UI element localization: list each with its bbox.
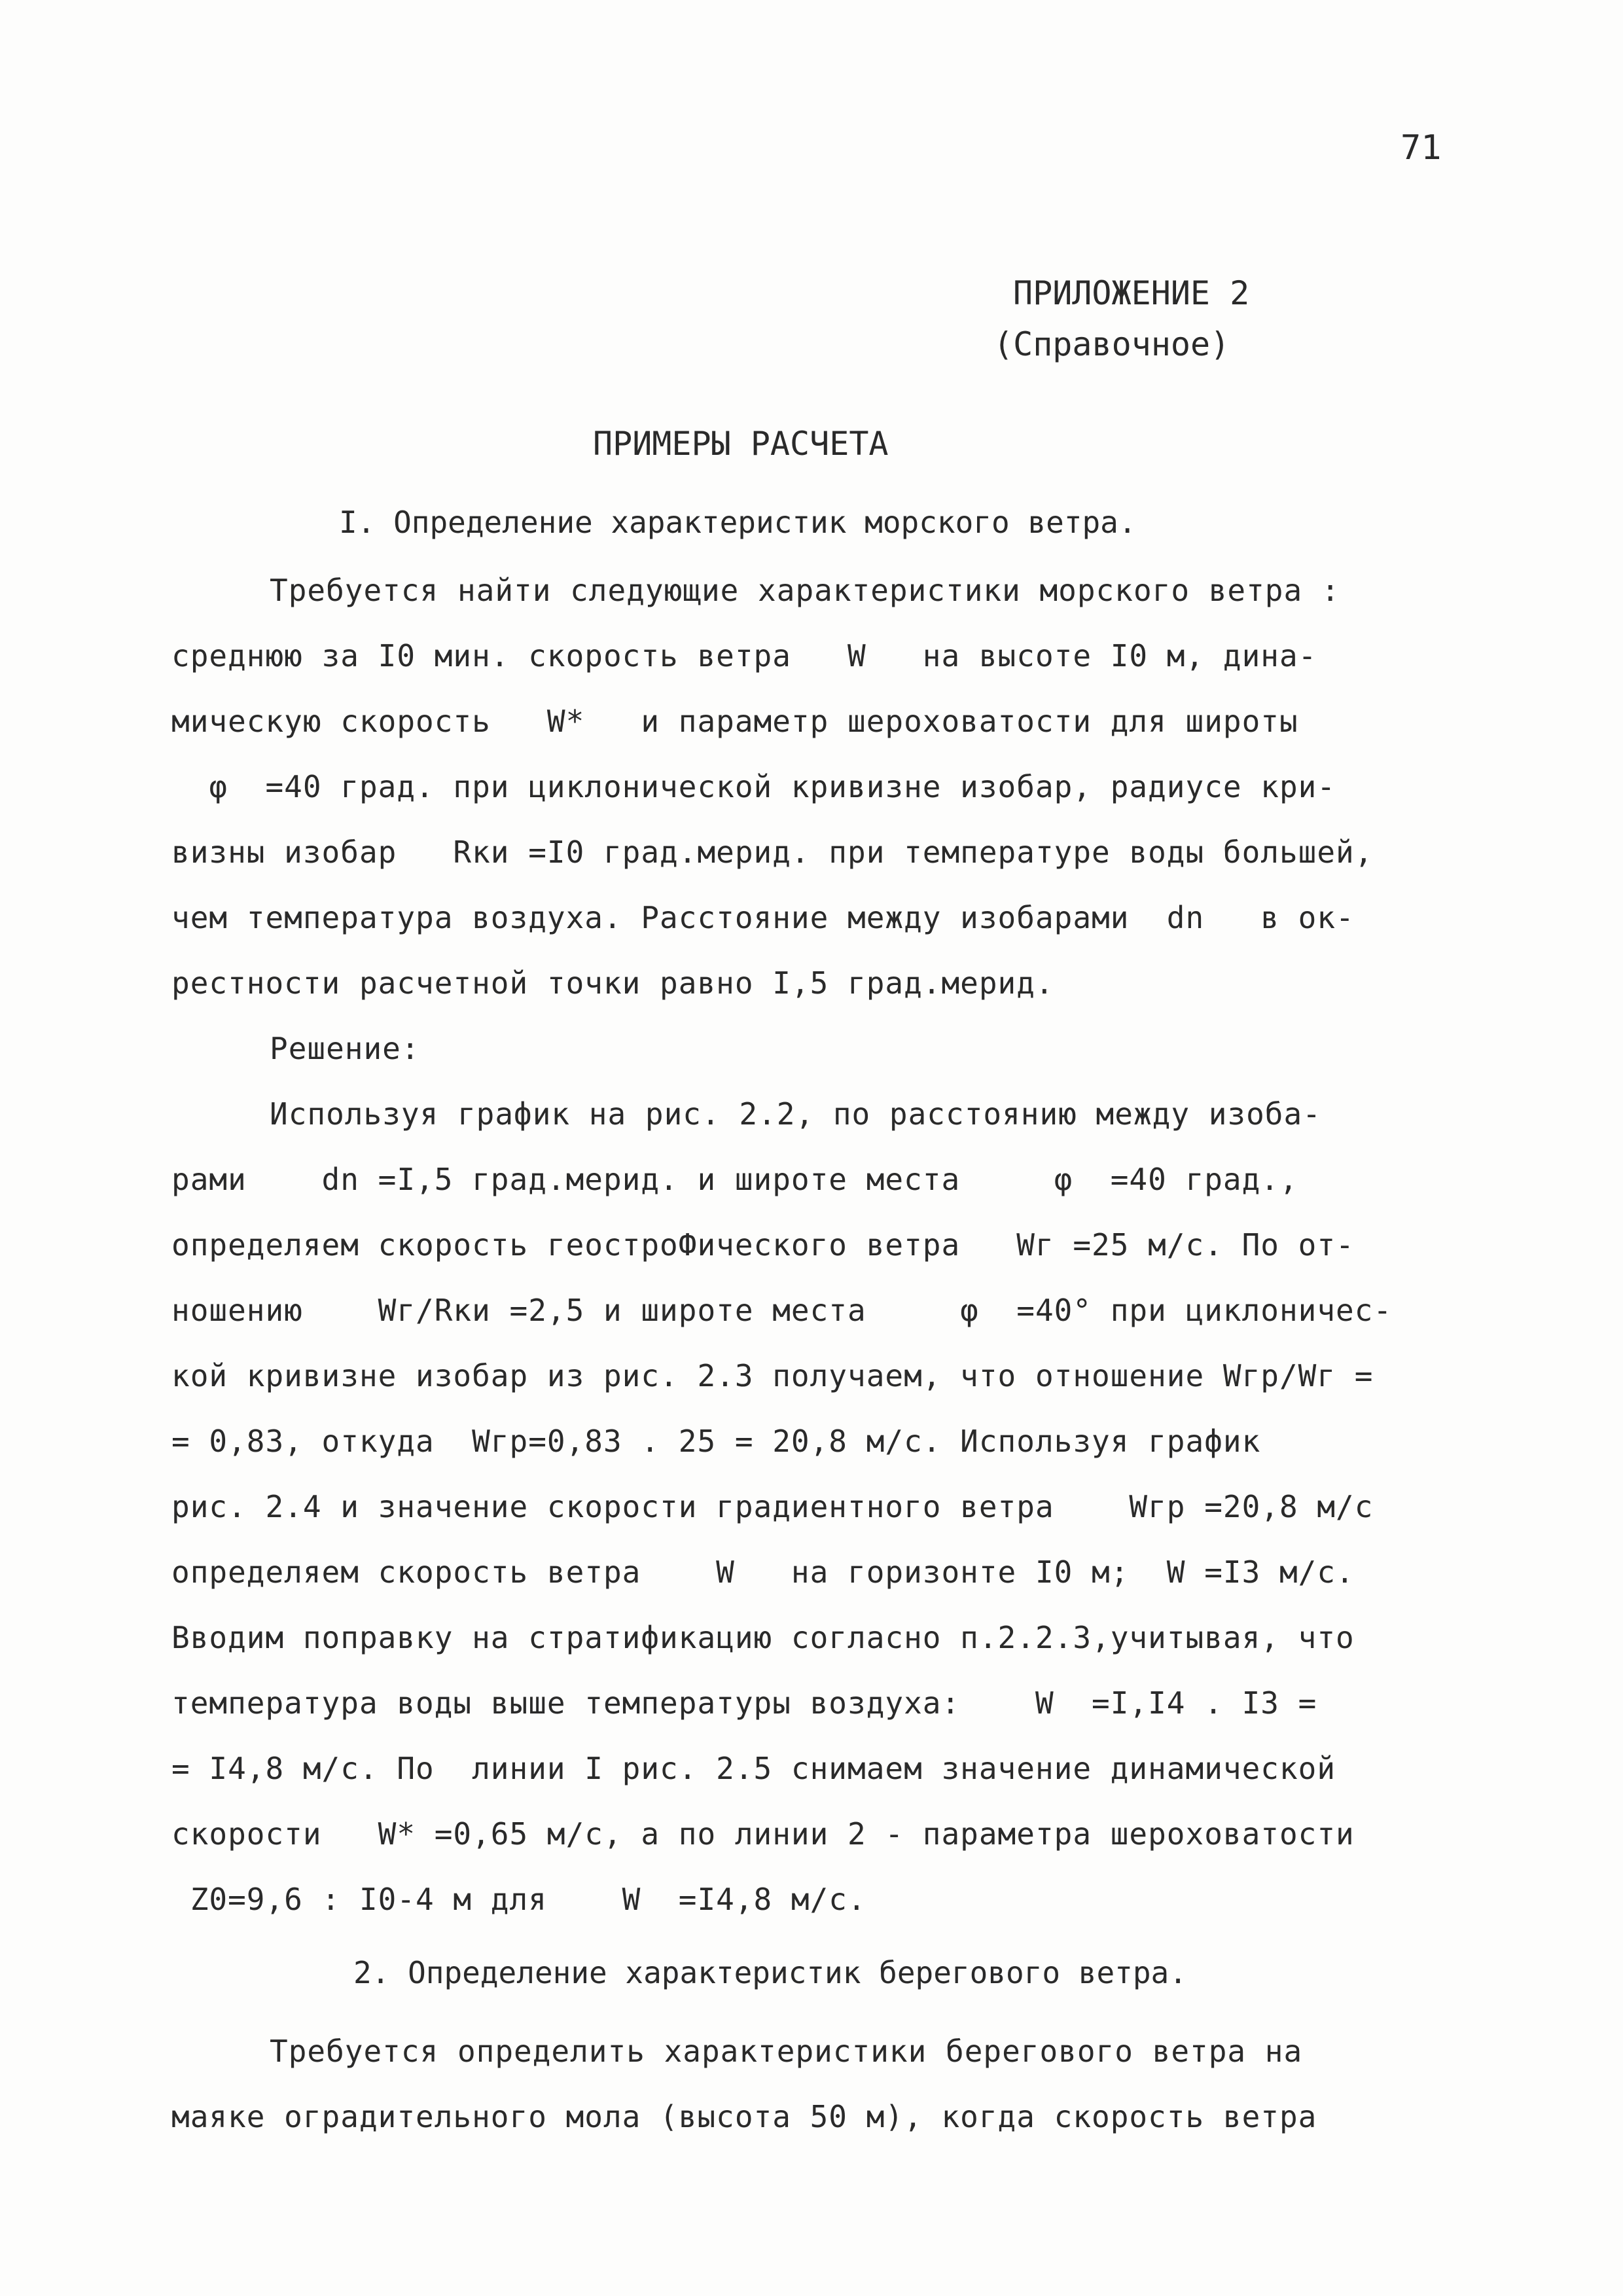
section-title: ПРИМЕРЫ РАСЧЕТА	[593, 425, 889, 463]
solution-line: Вводим поправку на стратификацию согласно п.2.2.3,учитывая, что	[171, 1620, 1355, 1655]
part2-task-line: маяке оградительного мола (высота 50 м), когда скорость ветра	[171, 2099, 1317, 2134]
appendix-subtitle: (Справочное)	[993, 325, 1230, 363]
part1-task-line: визны изобар Rки =I0 град.мерид. при температуре воды большей,	[171, 834, 1374, 870]
solution-line: кой кривизне изобар из рис. 2.3 получаем, что отношение Wгр/Wг =	[171, 1358, 1374, 1393]
solution-label: Решение:	[270, 1031, 420, 1066]
part2-task-line: Требуется определить характеристики берегового ветра на	[270, 2034, 1303, 2069]
page-number: 71	[1400, 128, 1442, 168]
part1-task-line: чем температура воздуха. Расстояние между изобарами dn в ок-	[171, 900, 1355, 935]
solution-line: = I4,8 м/с. По линии I рис. 2.5 снимаем значение динамической	[171, 1751, 1336, 1786]
part1-task-line: среднюю за I0 мин. скорость ветра W на высоте I0 м, дина-	[171, 638, 1317, 673]
solution-line: Z0=9,6 : I0-4 м для W =I4,8 м/с.	[171, 1882, 866, 1917]
solution-line: скорости W* =0,65 м/с, а по линии 2 - параметра шероховатости	[171, 1816, 1355, 1852]
appendix-title: ПРИЛОЖЕНИЕ 2	[1013, 274, 1250, 312]
part1-heading: I. Определение характеристик морского ветра.	[339, 505, 1137, 540]
part2-heading: 2. Определение характеристик берегового ветра.	[353, 1955, 1187, 1990]
solution-line: определяем скорость геостроФического ветра Wг =25 м/с. По от-	[171, 1227, 1355, 1263]
solution-line: рис. 2.4 и значение скорости градиентного ветра Wгр =20,8 м/с	[171, 1489, 1374, 1524]
solution-line: температура воды выше температуры воздуха: W =I,I4 . I3 =	[171, 1685, 1317, 1721]
solution-line: = 0,83, откуда Wгр=0,83 . 25 = 20,8 м/с. Используя график	[171, 1424, 1261, 1459]
part1-task-line: Требуется найти следующие характеристики морского ветра :	[270, 573, 1340, 608]
part1-task-line: рестности расчетной точки равно I,5 град.мерид.	[171, 965, 1054, 1001]
solution-line: ношению Wг/Rки =2,5 и широте места φ =40° при циклоничес-	[171, 1293, 1393, 1328]
part1-task-line: мическую скорость W* и параметр шероховатости для широты	[171, 704, 1298, 739]
solution-line: Используя график на рис. 2.2, по расстоянию между изоба-	[270, 1096, 1321, 1132]
solution-line: определяем скорость ветра W на горизонте I0 м; W =I3 м/с.	[171, 1554, 1355, 1590]
part1-task-line: φ =40 град. при циклонической кривизне изобар, радиусе кри-	[171, 769, 1336, 804]
solution-line: рами dn =I,5 град.мерид. и широте места φ =40 град.,	[171, 1162, 1298, 1197]
